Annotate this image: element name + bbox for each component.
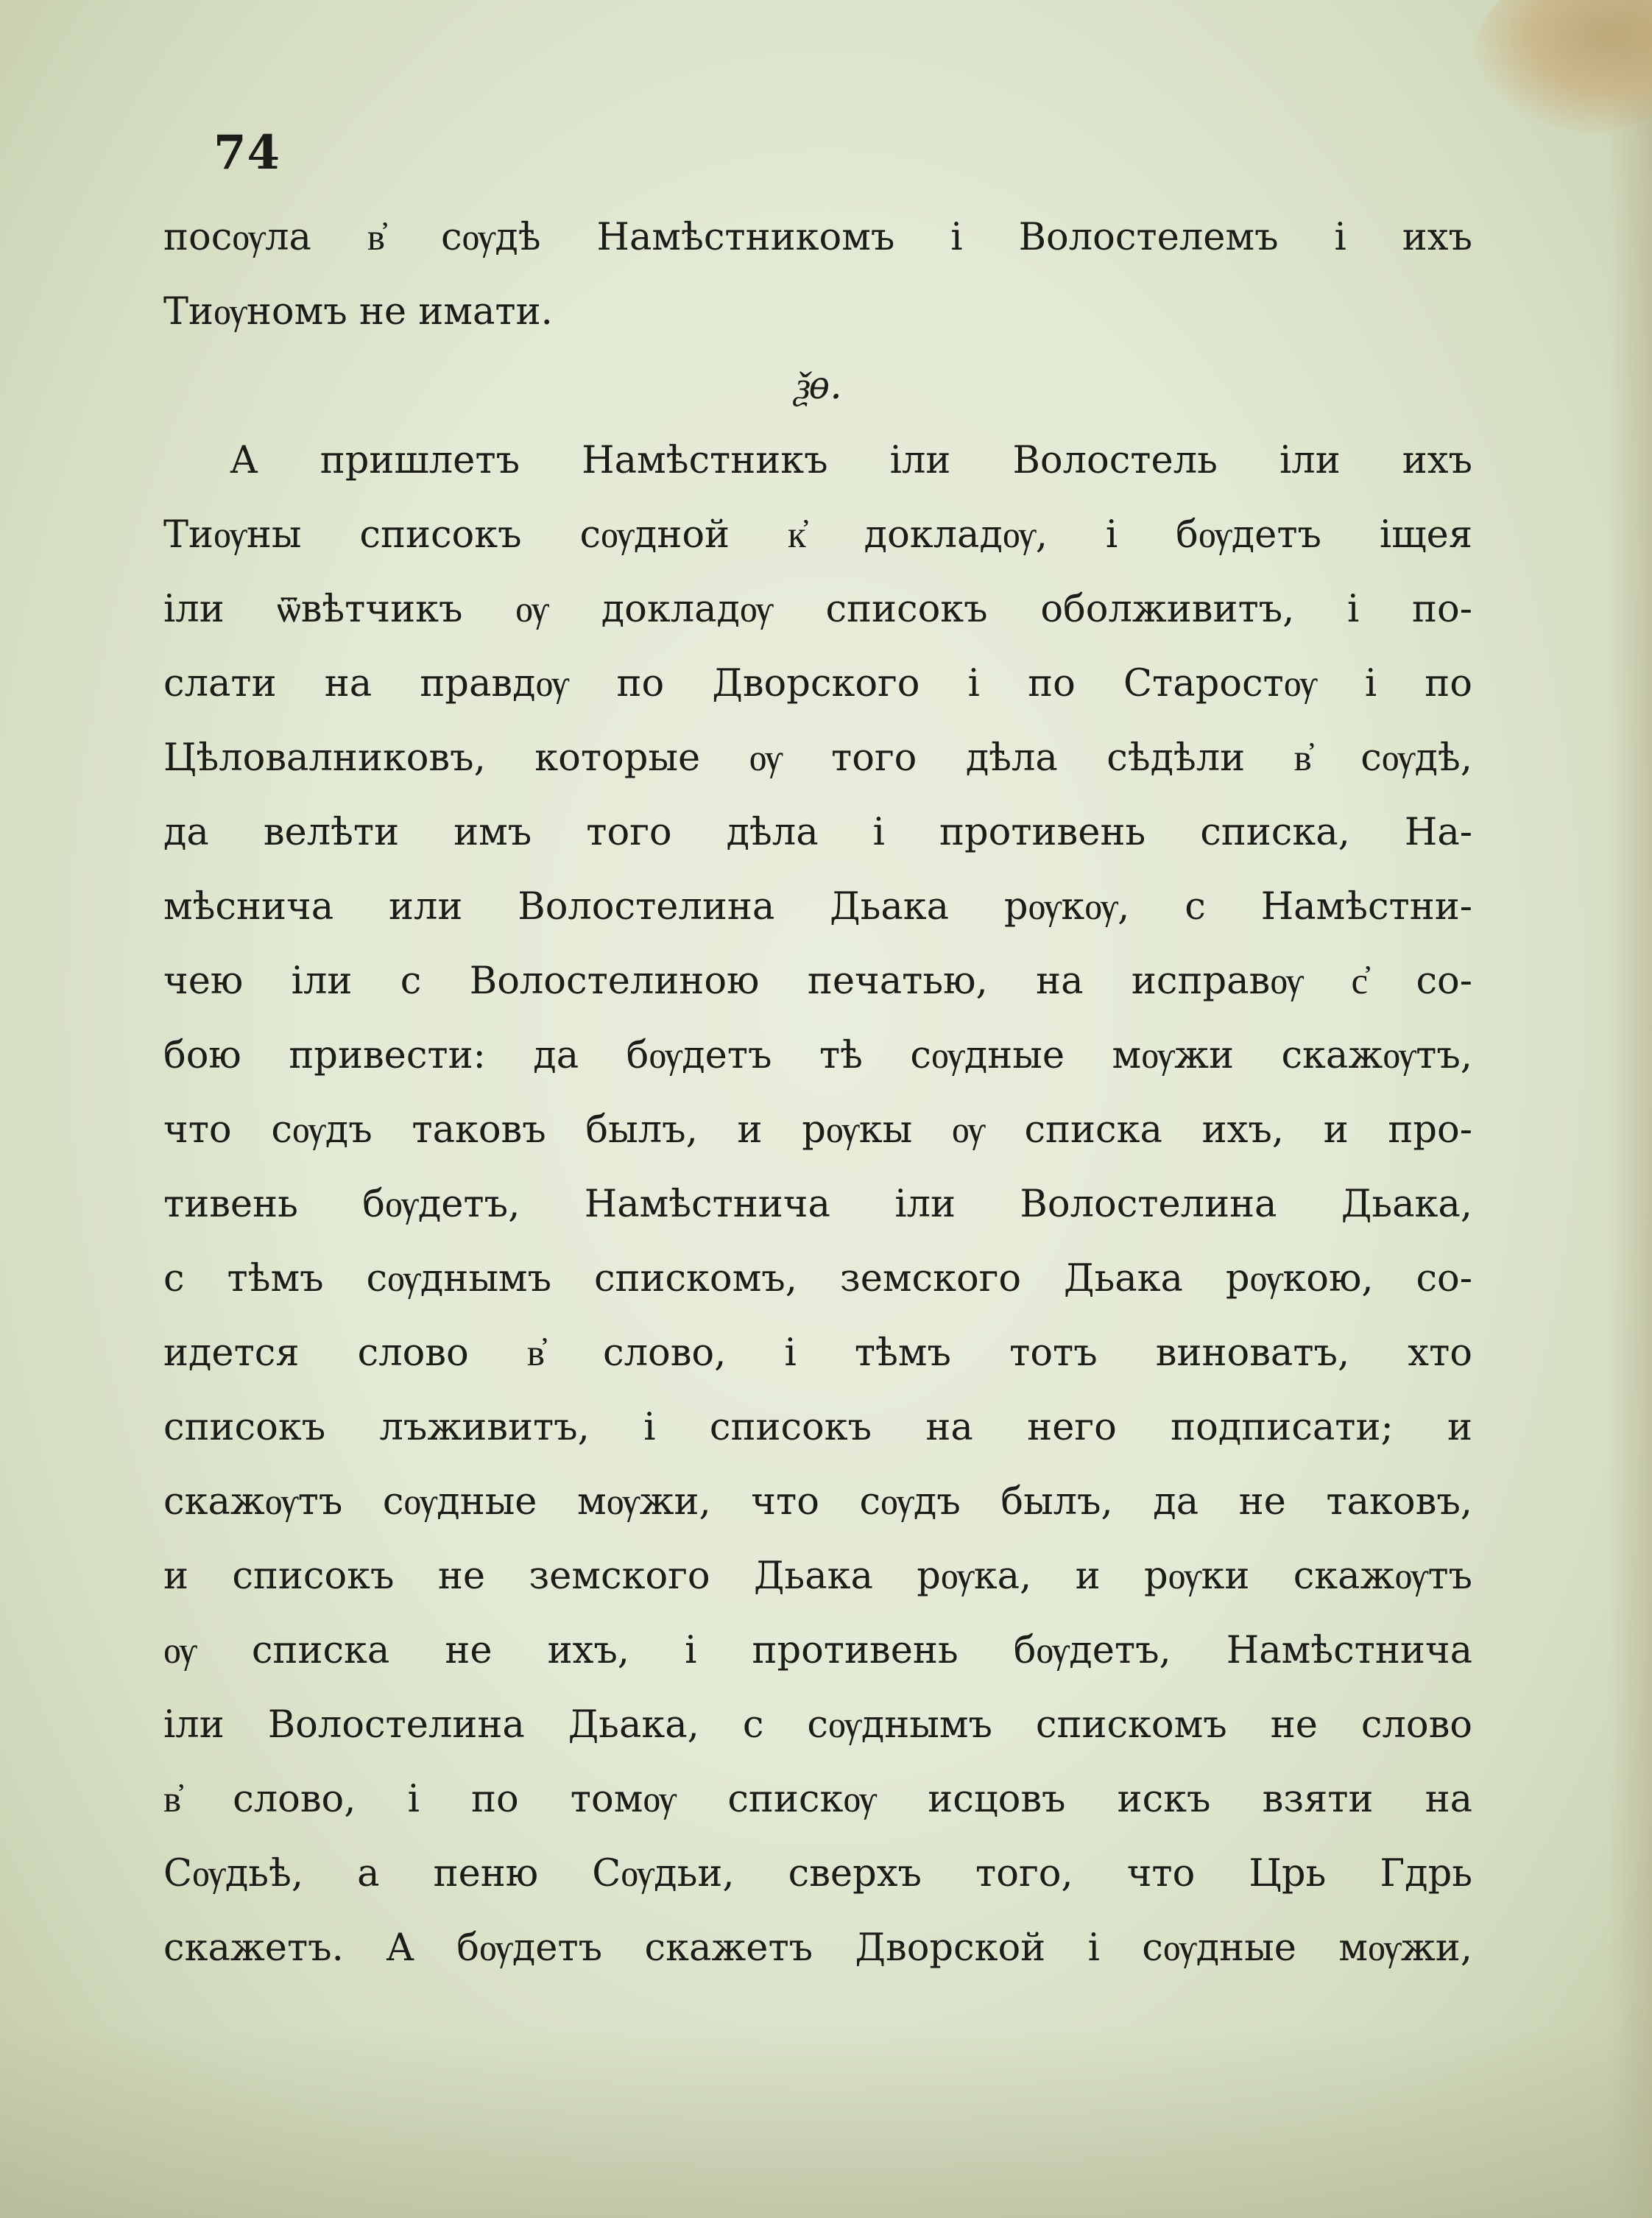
text-line: слати на правдѹ по Дворского і по Старостѹ і по — [163, 662, 1472, 705]
text-line: мѣснича или Волостелина Дьака рѹкѹ, с Намѣстни- — [163, 885, 1472, 929]
page-bottom-shading — [0, 2027, 1652, 2218]
text-line: бою привести: да бѹдетъ тѣ сѹдные мѹжи скажѹтъ, — [163, 1034, 1472, 1077]
text-line: посѹла в҆ сѹдѣ Намѣстникомъ і Волостелемъ і ихъ — [163, 216, 1472, 259]
text-line: Сѹдьѣ, а пеню Сѹдьи, сверхъ того, что Црь Гдрь — [163, 1852, 1472, 1895]
text-line: іли Волостелина Дьака, с сѹднымъ спискомъ не слово — [163, 1703, 1472, 1747]
text-line: скажѹтъ сѹдные мѹжи, что сѹдъ былъ, да не таковъ, — [163, 1480, 1472, 1524]
text-line: Тиѹномъ не имати. — [163, 290, 553, 334]
text-line: А пришлетъ Намѣстникъ іли Волостель іли ихъ — [230, 439, 1472, 482]
text-line: тивень бѹдетъ, Намѣстнича іли Волостелина Дьака, — [163, 1183, 1472, 1226]
text-line: в҆ слово, і по томѹ спискѹ исцовъ искъ взяти на — [163, 1778, 1472, 1821]
text-line: с тѣмъ сѹднымъ спискомъ, земского Дьака рѹкою, со- — [163, 1257, 1472, 1300]
text-line: Тиѹны списокъ сѹдной к҆ докладѹ, і бѹдетъ іщея — [163, 513, 1472, 557]
text-line: скажетъ. А бѹдетъ скажетъ Дворской і сѹдные мѹжи, — [163, 1926, 1472, 1970]
text-line: идется слово в҆ слово, і тѣмъ тотъ виноватъ, хто — [163, 1331, 1472, 1375]
text-line: да велѣти имъ того дѣла і противень списка, На- — [163, 811, 1472, 854]
page-edge-shading — [1608, 0, 1652, 2218]
text-line: и списокъ не земского Дьака рѹка, и рѹки скажѹтъ — [163, 1555, 1472, 1598]
text-line: ѹ списка не ихъ, і противень бѹдетъ, Намѣстнича — [163, 1629, 1472, 1672]
text-line: что сѹдъ таковъ былъ, и рѹкы ѹ списка ихъ, и про- — [163, 1108, 1472, 1152]
text-line: списокъ лъживитъ, і списокъ на него подписати; и — [163, 1406, 1472, 1449]
text-block — [163, 200, 1472, 1985]
text-line: іли ѿвѣтчикъ ѹ докладѹ списокъ оболживитъ, і по- — [163, 588, 1472, 631]
section-number: ѯѳ. — [794, 364, 842, 408]
foxing-stain — [1475, 0, 1652, 133]
page-number: 74 — [213, 125, 281, 180]
text-line: Цѣловалниковъ, которые ѹ того дѣла сѣдѣли в҆ сѹдѣ, — [163, 736, 1472, 780]
text-line: чею іли с Волостелиною печатью, на исправѹ с҆ со- — [163, 960, 1472, 1003]
